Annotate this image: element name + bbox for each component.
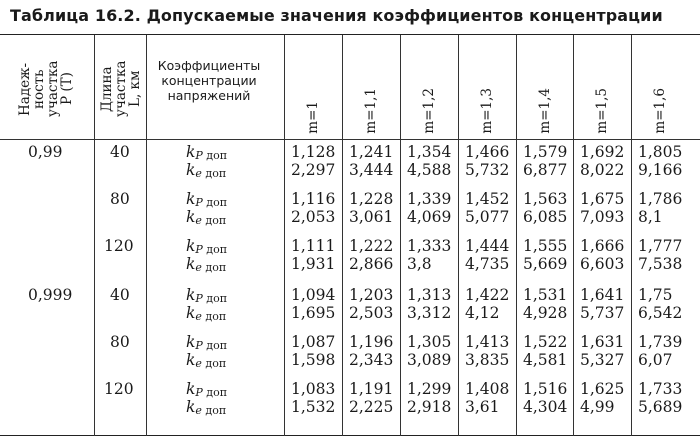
kp-value: 1,641 <box>580 286 625 304</box>
ke-label: $k_{e доп}$ <box>186 208 227 227</box>
length-value: 120 <box>104 380 134 398</box>
ke-value: 6,877 <box>523 161 568 179</box>
ke-value: 2,297 <box>291 161 336 179</box>
m-header-5 <box>516 40 574 134</box>
ke-value: 2,503 <box>349 304 394 322</box>
kp-value: 1,531 <box>523 286 568 304</box>
kp-value: 1,083 <box>291 380 336 398</box>
m-header-label: m=1,3 <box>479 88 495 134</box>
kp-value: 1,786 <box>638 190 683 208</box>
ke-label: $k_{e доп}$ <box>186 161 227 180</box>
kp-value: 1,111 <box>291 237 336 255</box>
kp-value: 1,631 <box>580 333 625 351</box>
length-value: 80 <box>110 333 130 351</box>
kp-value: 1,305 <box>407 333 452 351</box>
length-value: 40 <box>110 286 130 304</box>
kp-value: 1,516 <box>523 380 568 398</box>
ke-label: $k_{e доп}$ <box>186 304 227 323</box>
ke-value: 9,166 <box>638 161 683 179</box>
kp-value: 1,116 <box>291 190 336 208</box>
kp-value: 1,692 <box>580 143 625 161</box>
kp-value: 1,299 <box>407 380 452 398</box>
m-header-label: m=1,1 <box>363 88 379 134</box>
ke-value: 4,99 <box>580 398 615 416</box>
ke-label: $k_{e доп}$ <box>186 351 227 370</box>
kp-value: 1,191 <box>349 380 394 398</box>
ke-value: 4,735 <box>465 255 510 273</box>
ke-label: $k_{e доп}$ <box>186 255 227 274</box>
kp-value: 1,313 <box>407 286 452 304</box>
kp-value: 1,675 <box>580 190 625 208</box>
ke-value: 1,598 <box>291 351 336 369</box>
kp-value: 1,413 <box>465 333 510 351</box>
ke-value: 6,085 <box>523 208 568 226</box>
header-divider <box>0 139 700 140</box>
m-header-label: m=1,6 <box>652 88 668 134</box>
m-header-3 <box>400 40 458 134</box>
length-value: 40 <box>110 143 130 161</box>
ke-value: 4,928 <box>523 304 568 322</box>
ke-value: 2,866 <box>349 255 394 273</box>
ke-value: 5,737 <box>580 304 625 322</box>
ke-value: 3,061 <box>349 208 394 226</box>
ke-value: 1,931 <box>291 255 336 273</box>
kp-value: 1,241 <box>349 143 394 161</box>
table-title: Таблица 16.2. Допускаемые значения коэффициентов концентрации <box>10 6 663 25</box>
kp-value: 1,452 <box>465 190 510 208</box>
ke-value: 4,304 <box>523 398 568 416</box>
ke-value: 2,225 <box>349 398 394 416</box>
ke-value: 5,669 <box>523 255 568 273</box>
ke-value: 4,581 <box>523 351 568 369</box>
kp-label: $k_{P доп}$ <box>186 237 228 256</box>
ke-value: 5,077 <box>465 208 510 226</box>
ke-value: 3,089 <box>407 351 452 369</box>
ke-value: 3,444 <box>349 161 394 179</box>
ke-value: 3,61 <box>465 398 500 416</box>
kp-value: 1,733 <box>638 380 683 398</box>
ke-value: 2,053 <box>291 208 336 226</box>
kp-value: 1,333 <box>407 237 452 255</box>
m-header-label: m=1,2 <box>421 88 437 134</box>
length-value: 120 <box>104 237 134 255</box>
kp-value: 1,625 <box>580 380 625 398</box>
kp-value: 1,422 <box>465 286 510 304</box>
kp-value: 1,222 <box>349 237 394 255</box>
ke-value: 1,532 <box>291 398 336 416</box>
kp-label: $k_{P доп}$ <box>186 190 228 209</box>
kp-label: $k_{P доп}$ <box>186 380 228 399</box>
kp-value: 1,408 <box>465 380 510 398</box>
ke-value: 2,918 <box>407 398 452 416</box>
kp-value: 1,555 <box>523 237 568 255</box>
kp-value: 1,522 <box>523 333 568 351</box>
ke-value: 2,343 <box>349 351 394 369</box>
ke-value: 4,12 <box>465 304 500 322</box>
kp-value: 1,444 <box>465 237 510 255</box>
kp-value: 1,579 <box>523 143 568 161</box>
coefficients-header: Коэффициенты концентрации напряжений <box>157 58 261 103</box>
column-divider <box>94 35 95 436</box>
kp-value: 1,339 <box>407 190 452 208</box>
ke-value: 8,022 <box>580 161 625 179</box>
ke-value: 7,538 <box>638 255 683 273</box>
m-header-label: m=1 <box>305 101 321 134</box>
kp-value: 1,228 <box>349 190 394 208</box>
kp-value: 1,666 <box>580 237 625 255</box>
m-header-1 <box>284 40 342 134</box>
ke-value: 4,069 <box>407 208 452 226</box>
kp-label: $k_{P доп}$ <box>186 333 228 352</box>
m-header-2 <box>342 40 400 134</box>
ke-value: 8,1 <box>638 208 663 226</box>
kp-value: 1,563 <box>523 190 568 208</box>
kp-value: 1,466 <box>465 143 510 161</box>
kp-value: 1,203 <box>349 286 394 304</box>
reliability-value: 0,99 <box>28 143 63 161</box>
ke-value: 5,732 <box>465 161 510 179</box>
ke-value: 3,835 <box>465 351 510 369</box>
ke-value: 5,327 <box>580 351 625 369</box>
ke-label: $k_{e доп}$ <box>186 398 227 417</box>
kp-value: 1,739 <box>638 333 683 351</box>
length-value: 80 <box>110 190 130 208</box>
ke-value: 6,07 <box>638 351 673 369</box>
kp-value: 1,777 <box>638 237 683 255</box>
kp-value: 1,087 <box>291 333 336 351</box>
reliability-value: 0,999 <box>28 286 73 304</box>
ke-value: 6,603 <box>580 255 625 273</box>
ke-value: 4,588 <box>407 161 452 179</box>
kp-value: 1,805 <box>638 143 683 161</box>
length-header: Длина участка L, км <box>99 60 143 118</box>
ke-value: 3,8 <box>407 255 432 273</box>
ke-value: 3,312 <box>407 304 452 322</box>
kp-value: 1,094 <box>291 286 336 304</box>
kp-label: $k_{P доп}$ <box>186 143 228 162</box>
m-header-6 <box>573 40 631 134</box>
kp-value: 1,354 <box>407 143 452 161</box>
ke-value: 1,695 <box>291 304 336 322</box>
kp-value: 1,75 <box>638 286 673 304</box>
m-header-7 <box>631 40 689 134</box>
kp-value: 1,196 <box>349 333 394 351</box>
m-header-label: m=1,4 <box>537 88 553 134</box>
reliability-header: Надеж- ность участка P (T) <box>17 60 75 118</box>
ke-value: 7,093 <box>580 208 625 226</box>
m-header-label: m=1,5 <box>594 88 610 134</box>
ke-value: 5,689 <box>638 398 683 416</box>
kp-value: 1,128 <box>291 143 336 161</box>
kp-label: $k_{P доп}$ <box>186 286 228 305</box>
m-header-4 <box>458 40 516 134</box>
ke-value: 6,542 <box>638 304 683 322</box>
